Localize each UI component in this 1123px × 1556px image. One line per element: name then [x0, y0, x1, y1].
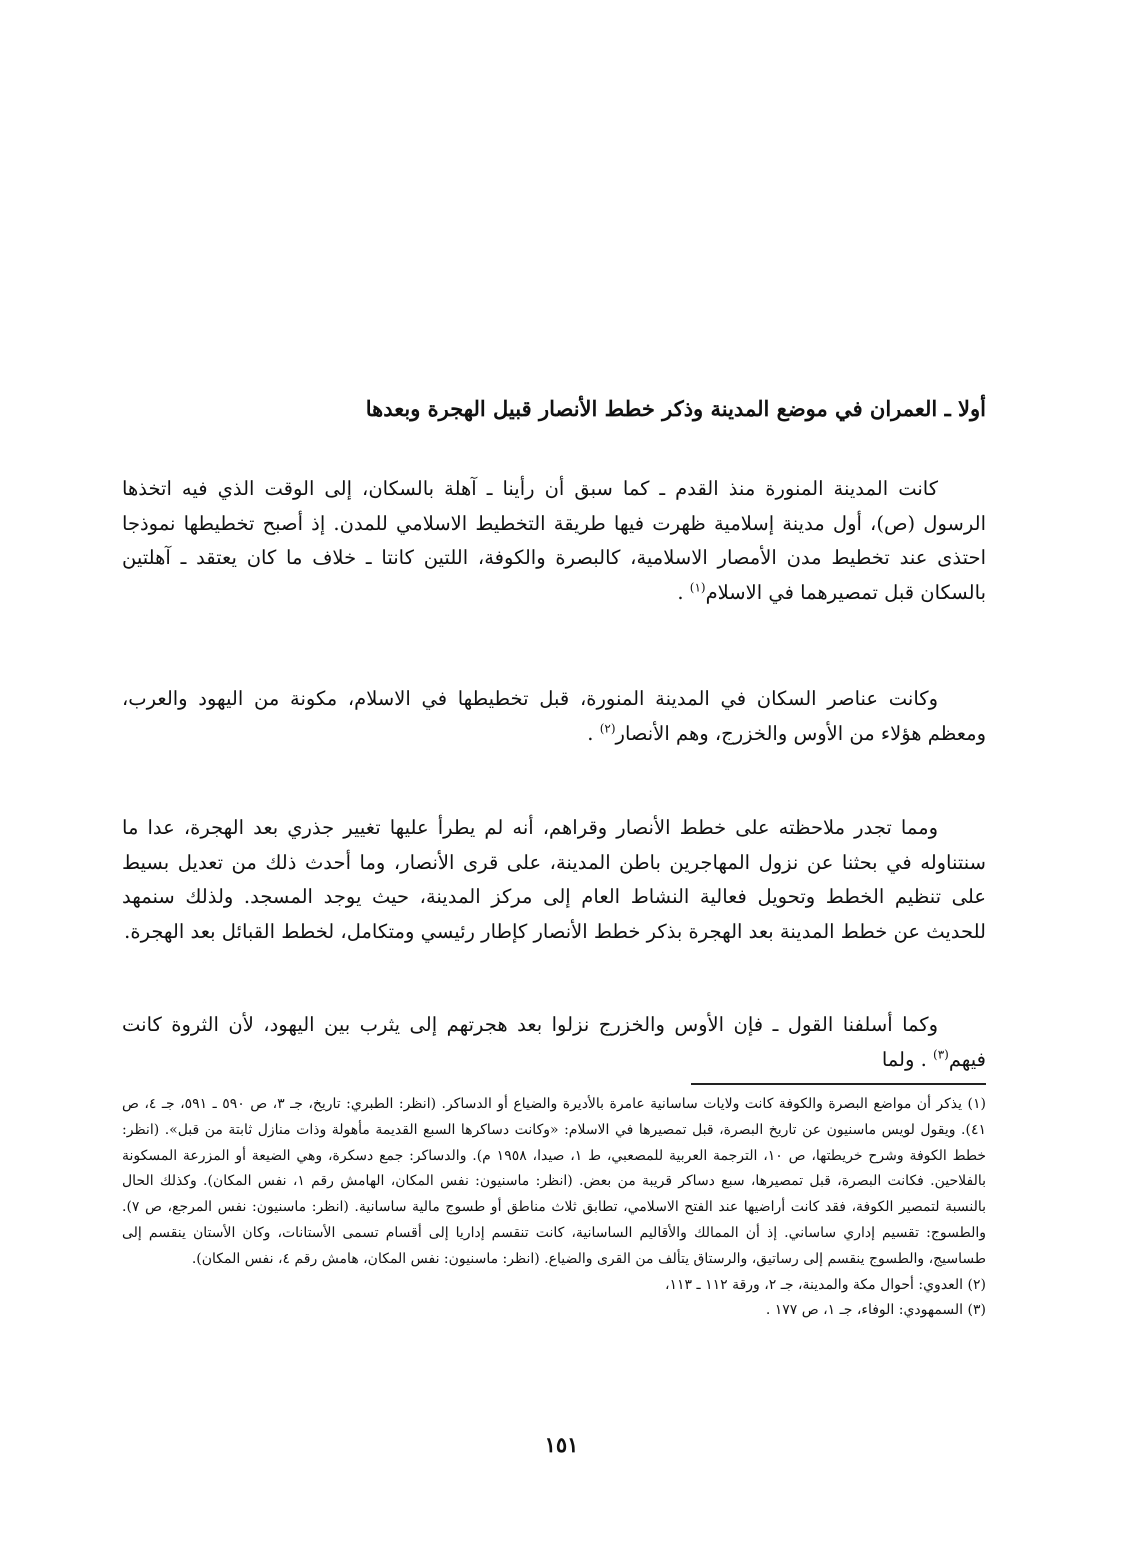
paragraph-2: [122, 682, 986, 751]
footnote-ref-1[interactable]: (١): [689, 580, 706, 594]
paragraph-text: كانت المدينة المنورة منذ القدم ـ كما سبق أن رأينا ـ آهلة بالسكان، إلى الوقت الذي فيه اتخذها الرسول (ص)، أول مدينة إسلامية ظهرت فيها طريقة التخطيط الاسلامي للمدن. إذ أصبح تخطيطها نموذجا احتذى عند تخطيط مدن الأمصار الاسلامية، كالبصرة والكوفة، اللتين كانتا ـ خلاف ما كان يعتقد ـ آهلتين بالسكان قبل تمصيرهما في الاسلام: [122, 477, 986, 604]
page-number: ١٥١: [544, 1432, 579, 1457]
footnote-2: (٢) العدوي: أحوال مكة والمدينة، جـ ٢، ورقة ١١٢ ـ ١١٣،: [664, 1276, 986, 1293]
footnote-1: (١) يذكر أن مواضع البصرة والكوفة كانت ولايات ساسانية عامرة بالأديرة والضياع أو الدساكر. (انظر: الطبري: تاريخ، جـ ٣، ص ٥٩٠ ـ ٥٩١، جـ ٤، ص ٤١). ويقول لويس ماسنيون عن تاريخ البصرة، قبل تمصيرها في الاسلام: «وكانت دساكرها السبع القديمة مأهولة وذات منازل ثابتة من قبل». (انظر: خطط الكوفة وشرح خريطتها، ص ١٠، الترجمة العربية للمصعبي، ط ١، صيدا، ١٩٥٨ م). والدساكر: جمع دسكرة، وهي الضيعة أو المزرعة المسكونة بالفلاحين. فكانت البصرة، قبل تمصيرها، سبع دساكر قريبة من بعض. (انظر: ماسنيون: نفس المكان، الهامش رقم ١، نفس المكان). وكذلك الحال بالنسبة لتمصير الكوفة، فقد كانت أراضيها عند الفتح الاسلامي، تطابق ثلاث مناطق أو طسوج مالية ساسانية. (انظر: ماسنيون: نفس المرجع، ص ٧). والطسوج: تقسيم إداري ساساني. إذ أن الممالك والأقاليم الساسانية، كانت تنقسم إداريا إلى أقسام تسمى الأستانات، وكان الأستان ينقسم إلى طساسيج، والطسوج ينقسم إلى رساتيق، والرستاق يتألف من القرى والضياع. (انظر: ماسنيون: نفس المكان، هامش رقم ٤، نفس المكان).: [122, 1096, 986, 1267]
footnote-3: (٣) السمهودي: الوفاء، جـ ١، ص ١٧٧ .: [765, 1302, 986, 1319]
paragraph-text: وكما أسلفنا القول ـ فإن الأوس والخزرج نزلوا بعد هجرتهم إلى يثرب بين اليهود، لأن الثروة كانت فيهم: [122, 1013, 986, 1071]
footnote-ref-2[interactable]: (٢): [599, 721, 616, 735]
footnote-divider: [691, 1083, 986, 1085]
paragraph-text: وكانت عناصر السكان في المدينة المنورة، قبل تخطيطها في الاسلام، مكونة من اليهود والعرب، ومعظم هؤلاء من الأوس والخزرج، وهم الأنصار: [122, 687, 986, 745]
footnotes: [122, 1092, 986, 1324]
paragraph-end: . ولما: [881, 1047, 933, 1071]
footnote-ref-3[interactable]: (٣): [933, 1047, 949, 1061]
paragraph-end: .: [677, 580, 690, 604]
paragraph-1: [122, 472, 986, 610]
paragraph-3: [122, 811, 986, 949]
section-heading: أولا ـ العمران في موضع المدينة وذكر خطط الأنصار قبيل الهجرة وبعدها: [365, 396, 986, 421]
paragraph-text: ومما تجدر ملاحظته على خطط الأنصار وقراهم، أنه لم يطرأ عليها تغيير جذري بعد الهجرة، عدا ما سنتناوله في بحثنا عن نزول المهاجرين باطن المدينة، على قرى الأنصار، وما أحدث ذلك من تعديل بسيط على تنظيم الخطط وتحويل فعالية النشاط العام إلى مركز المدينة، حيث يوجد المسجد. ولذلك سنمهد للحديث عن خطط المدينة بعد الهجرة بذكر خطط الأنصار كإطار رئيسي ومتكامل، لخطط القبائل بعد الهجرة.: [122, 816, 986, 943]
paragraph-end: .: [587, 721, 600, 745]
paragraph-4: [122, 1008, 986, 1077]
